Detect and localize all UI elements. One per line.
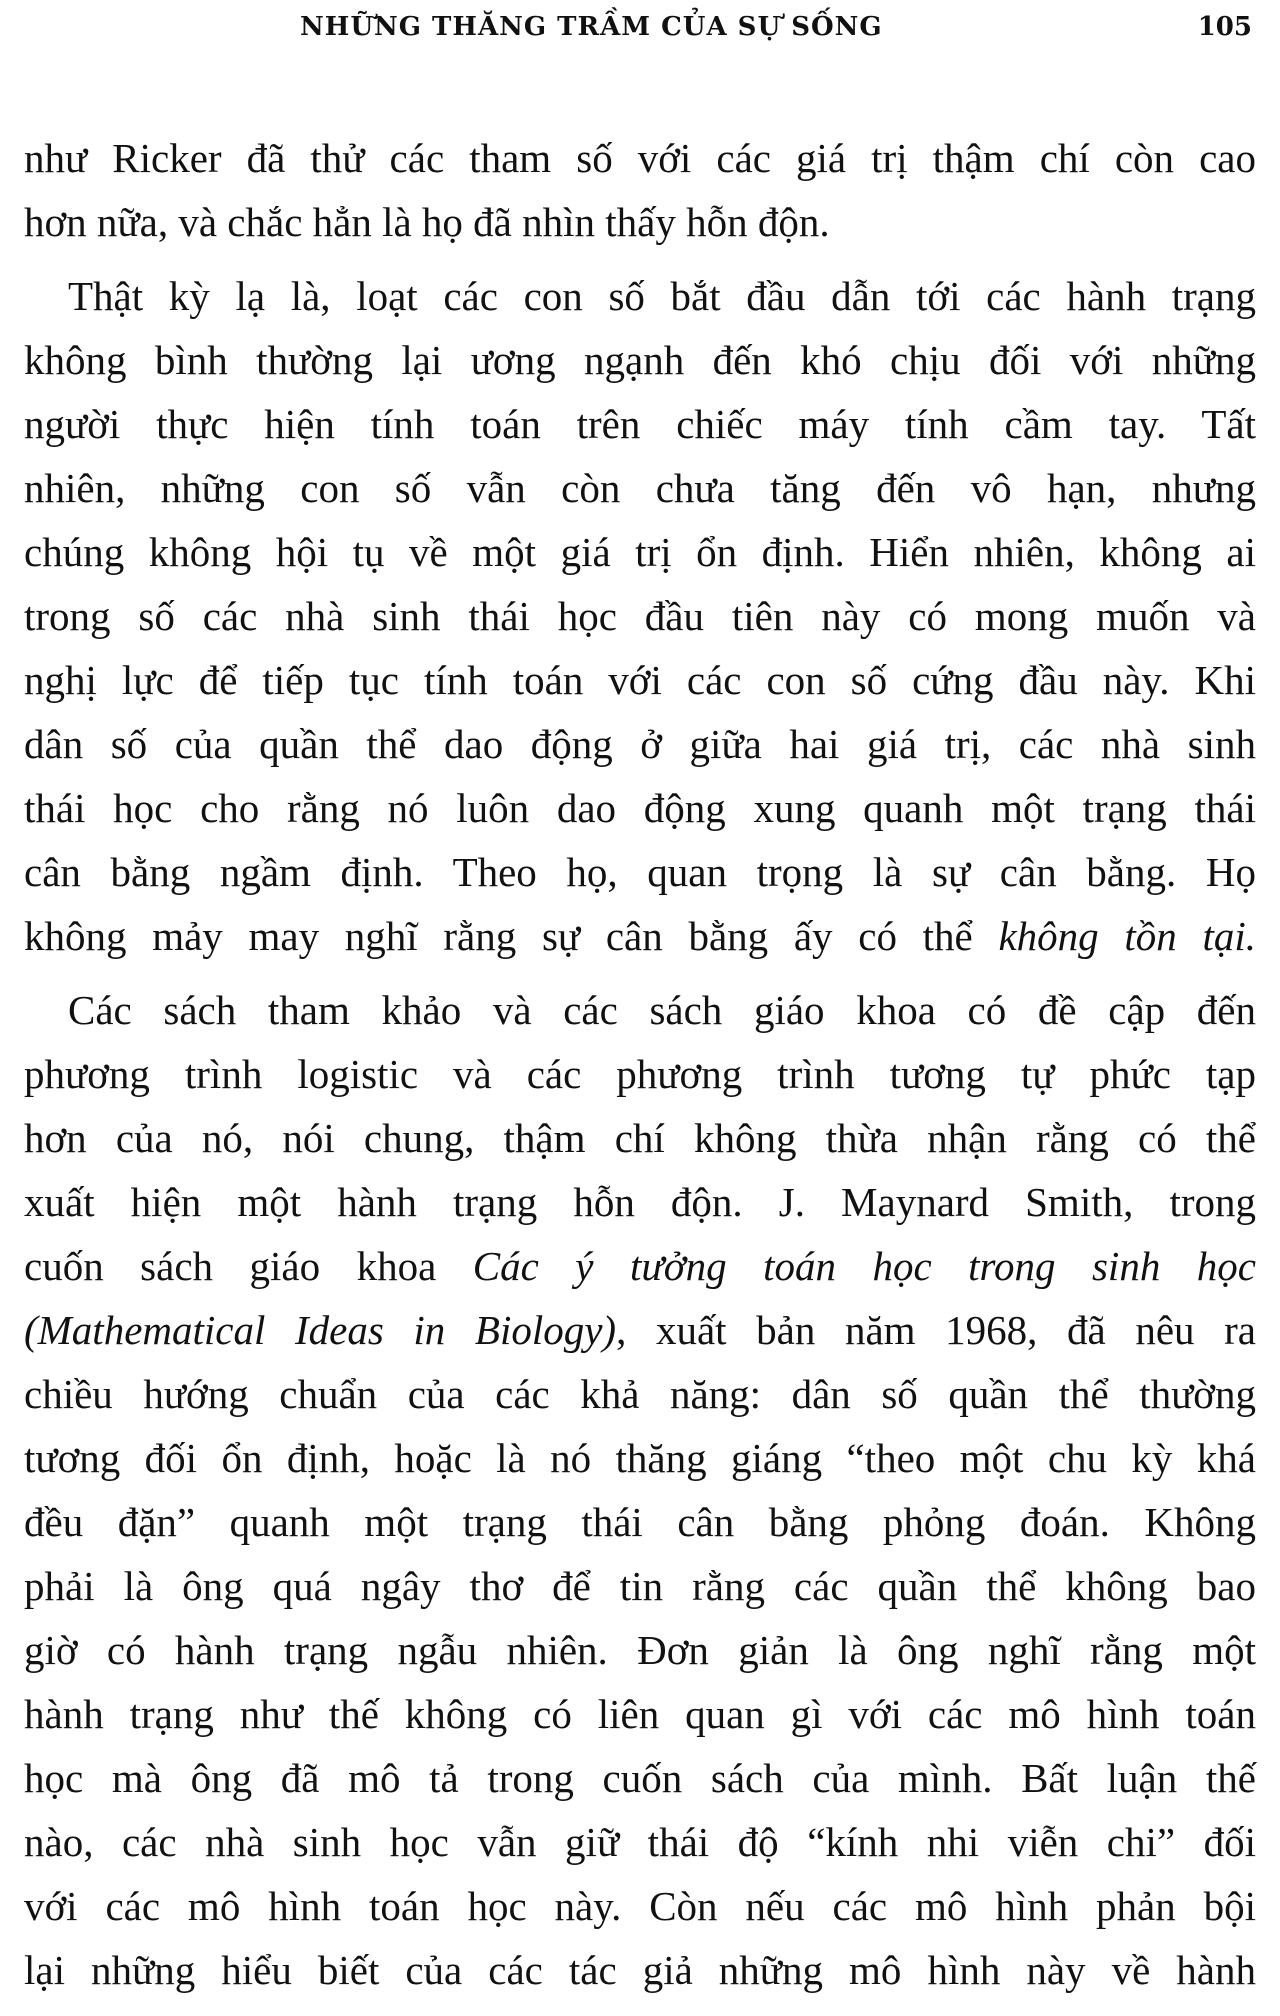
text-line: nào, các nhà sinh học vẫn giữ thái độ “kính nhi viễn chi” đối bbox=[24, 1819, 1256, 1865]
text-line: cân bằng ngầm định. Theo họ, quan trọng là sự cân bằng. Họ bbox=[24, 849, 1256, 895]
text-line: người thực hiện tính toán trên chiếc máy tính cầm tay. Tất bbox=[24, 401, 1256, 447]
text-line: xuất hiện một hành trạng hỗn độn. J. Maynard Smith, trong bbox=[24, 1179, 1256, 1225]
text-span: không mảy may nghĩ rằng sự cân bằng ấy có thể bbox=[24, 913, 999, 959]
text-line: hành trạng như thế không có liên quan gì với các mô hình toán bbox=[24, 1691, 1256, 1737]
text-line: chúng không hội tụ về một giá trị ổn định. Hiển nhiên, không ai bbox=[24, 529, 1256, 575]
book-title-vietnamese: Các ý tưởng toán học trong sinh học bbox=[472, 1243, 1256, 1289]
text-line: chiều hướng chuẩn của các khả năng: dân số quần thể thường bbox=[24, 1371, 1256, 1417]
page-number: 105 bbox=[1197, 12, 1252, 42]
text-line: trong số các nhà sinh thái học đầu tiên này có mong muốn và bbox=[24, 593, 1256, 639]
text-line: thái học cho rằng nó luôn dao động xung quanh một trạng thái bbox=[24, 785, 1256, 831]
text-line: giờ có hành trạng ngẫu nhiên. Đơn giản là ông nghĩ rằng một bbox=[24, 1627, 1256, 1673]
text-line: Thật kỳ lạ là, loạt các con số bắt đầu dẫn tới các hành trạng bbox=[68, 273, 1256, 319]
text-line: với các mô hình toán học này. Còn nếu các mô hình phản bội bbox=[24, 1883, 1256, 1929]
text-line: như Ricker đã thử các tham số với các giá trị thậm chí còn cao bbox=[24, 135, 1256, 181]
book-title-english: (Mathematical Ideas in Biology) bbox=[24, 1307, 617, 1353]
text-line: học mà ông đã mô tả trong cuốn sách của mình. Bất luận thế bbox=[24, 1755, 1256, 1801]
text-span: cuốn sách giáo khoa bbox=[24, 1243, 473, 1289]
text-line: đều đặn” quanh một trạng thái cân bằng phỏng đoán. Không bbox=[24, 1499, 1256, 1545]
italic-phrase: không tồn tại. bbox=[998, 913, 1256, 959]
text-span: , xuất bản năm 1968, đã nêu ra bbox=[616, 1307, 1256, 1353]
body-text bbox=[24, 126, 1256, 2012]
paragraph-2 bbox=[24, 264, 1256, 968]
text-line: không bình thường lại ương ngạnh đến khó chịu đối với những bbox=[24, 337, 1256, 383]
running-title: NHỮNG THĂNG TRẦM CỦA SỰ SỐNG bbox=[300, 12, 883, 42]
text-line: nhiên, những con số vẫn còn chưa tăng đến vô hạn, nhưng bbox=[24, 465, 1256, 511]
text-line bbox=[24, 904, 1256, 968]
text-line: hơn của nó, nói chung, thậm chí không thừa nhận rằng có thể bbox=[24, 1115, 1256, 1161]
text-line: phải là ông quá ngây thơ để tin rằng các quần thể không bao bbox=[24, 1563, 1256, 1609]
running-header bbox=[0, 12, 1280, 52]
text-line: nghị lực để tiếp tục tính toán với các con số cứng đầu này. Khi bbox=[24, 657, 1256, 703]
text-line: hơn nữa, và chắc hẳn là họ đã nhìn thấy hỗn độn. bbox=[24, 199, 830, 245]
text-line: phương trình logistic và các phương trình tương tự phức tạp bbox=[24, 1051, 1256, 1097]
text-line bbox=[24, 1234, 1256, 1298]
text-line: lại những hiểu biết của các tác giả những mô hình này về hành bbox=[24, 1947, 1256, 1993]
text-line bbox=[24, 1298, 1256, 1362]
paragraph-3 bbox=[24, 978, 1256, 2002]
text-line: tương đối ổn định, hoặc là nó thăng giáng “theo một chu kỳ khá bbox=[24, 1435, 1256, 1481]
paragraph-1 bbox=[24, 126, 1256, 254]
text-line: dân số của quần thể dao động ở giữa hai giá trị, các nhà sinh bbox=[24, 721, 1256, 767]
text-line: Các sách tham khảo và các sách giáo khoa có đề cập đến bbox=[68, 987, 1256, 1033]
